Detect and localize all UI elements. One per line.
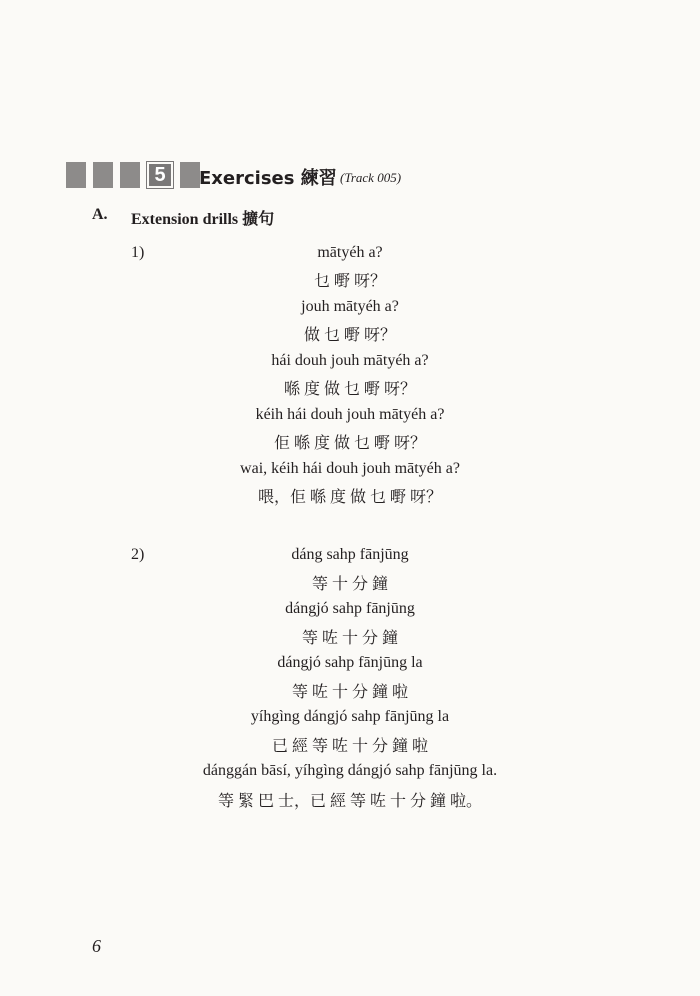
drill-romanization: wai, kéih hái douh jouh mātyéh a? <box>240 460 460 477</box>
drill-chinese: 等 咗 十 分 鐘 <box>301 630 398 647</box>
drill-romanization: dánggán bāsí, yíhgìng dángjó sahp fānjūng la. <box>202 762 498 779</box>
drill-chinese: 喂，佢 喺 度 做 乜 嘢 呀？ <box>257 489 442 506</box>
drill-romanization: jouh mātyéh a? <box>301 298 399 315</box>
drill-number: 2) <box>131 546 145 563</box>
header-block <box>93 162 113 188</box>
drill-chinese: 等 咗 十 分 鐘 啦 <box>291 684 408 701</box>
drill-romanization: dángjó sahp fānjūng la <box>277 654 423 671</box>
drill-chinese: 乜 嘢 呀？ <box>313 273 386 290</box>
drill-romanization: mātyéh a? <box>317 244 383 261</box>
drill-chinese: 等 緊 巴 士，已 經 等 咗 十 分 鐘 啦。 <box>217 793 482 810</box>
exercise-header-band <box>66 162 207 188</box>
drill-romanization: dángjó sahp fānjūng <box>285 600 415 617</box>
drill-number: 1) <box>131 244 145 261</box>
header-block <box>66 162 86 188</box>
drill-chinese: 佢 喺 度 做 乜 嘢 呀？ <box>273 435 426 452</box>
drill-chinese: 等 十 分 鐘 <box>311 576 388 593</box>
drill-romanization: yíhgìng dángjó sahp fānjūng la <box>250 708 450 725</box>
drill-romanization: dáng sahp fānjūng <box>291 546 409 563</box>
drill-chinese: 喺 度 做 乜 嘢 呀？ <box>283 381 416 398</box>
drill-romanization: hái douh jouh mātyéh a? <box>271 352 429 369</box>
exercises-title: Exercises 練習 <box>199 168 337 189</box>
header-block <box>120 162 140 188</box>
drill-chinese: 做 乜 嘢 呀？ <box>303 327 396 344</box>
drill-romanization: kéih hái douh jouh mātyéh a? <box>255 406 445 423</box>
subsection-title: Extension drills 擴句 <box>131 211 275 228</box>
track-label: (Track 005) <box>340 170 402 185</box>
page-number: 6 <box>92 936 101 956</box>
subsection-letter: A. <box>92 206 108 223</box>
drill-chinese: 已 經 等 咗 十 分 鐘 啦 <box>271 738 428 755</box>
header-block <box>180 162 200 188</box>
section-number: 5 <box>147 162 173 188</box>
